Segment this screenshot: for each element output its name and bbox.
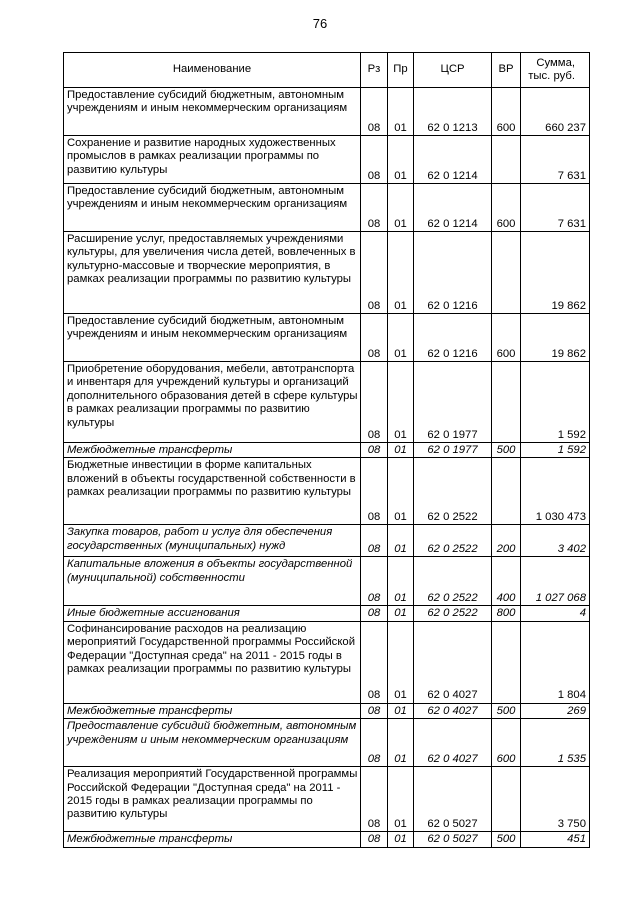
budget-table [63,52,590,848]
row-name: Расширение услуг, предоставляемых учреждениями культуры, для увеличения числа детей, вовлеченных в культурно-массовые и творческие мероприятия, в рамках реализации программы по развитию культуры [64,232,361,314]
row-name: Софинансирование расходов на реализацию мероприятий Государственной программы Российской Федерации "Доступная среда" на 2011 - 2015 годы в рамках реализации программы по развитию культуры [64,621,361,703]
header-name: Наименование [64,53,361,88]
row-csr: 62 0 2522 [414,525,492,557]
row-sum: 1 535 [521,719,590,767]
table-row [64,443,590,458]
row-pr: 01 [388,88,414,136]
table-row [64,767,590,832]
table-row [64,314,590,362]
row-rz: 08 [361,767,388,832]
row-rz: 08 [361,719,388,767]
header-sum [521,53,590,88]
row-pr: 01 [388,767,414,832]
row-sum: 660 237 [521,88,590,136]
row-vr: 400 [492,557,521,606]
row-vr: 600 [492,184,521,232]
table-row [64,362,590,443]
row-vr: 500 [492,703,521,718]
row-sum: 1 030 473 [521,458,590,525]
row-name: Межбюджетные трансферты [64,703,361,718]
header-csr: ЦСР [414,53,492,88]
row-vr: 600 [492,88,521,136]
row-rz: 08 [361,184,388,232]
row-csr: 62 0 2522 [414,606,492,621]
row-name: Межбюджетные трансферты [64,832,361,847]
row-vr: 500 [492,832,521,847]
row-sum: 451 [521,832,590,847]
table-row [64,719,590,767]
row-name: Иные бюджетные ассигнования [64,606,361,621]
row-rz: 08 [361,621,388,703]
row-vr [492,767,521,832]
row-rz: 08 [361,362,388,443]
table-row [64,606,590,621]
row-vr [492,458,521,525]
row-pr: 01 [388,232,414,314]
row-vr: 800 [492,606,521,621]
header-row [64,53,590,88]
row-sum: 1 592 [521,443,590,458]
row-pr: 01 [388,832,414,847]
row-vr [492,362,521,443]
page-number: 76 [312,16,328,31]
row-name: Предоставление субсидий бюджетным, автономным учреждениям и иным некоммерческим организациям [64,719,361,767]
row-sum: 7 631 [521,184,590,232]
row-csr: 62 0 1214 [414,184,492,232]
row-rz: 08 [361,314,388,362]
row-rz: 08 [361,703,388,718]
header-sum-line1: Сумма, [536,56,575,69]
table-row [64,184,590,232]
row-sum: 3 402 [521,525,590,557]
row-sum: 269 [521,703,590,718]
row-name: Предоставление субсидий бюджетным, автономным учреждениям и иным некоммерческим организациям [64,184,361,232]
row-vr [492,232,521,314]
row-rz: 08 [361,832,388,847]
table-row [64,621,590,703]
row-csr: 62 0 1216 [414,232,492,314]
table-row [64,703,590,718]
row-sum: 1 027 068 [521,557,590,606]
table-row [64,88,590,136]
row-csr: 62 0 1214 [414,136,492,184]
row-name: Межбюджетные трансферты [64,443,361,458]
row-name: Закупка товаров, работ и услуг для обеспечения государственных (муниципальных) нужд [64,525,361,557]
row-rz: 08 [361,88,388,136]
row-name: Бюджетные инвестиции в форме капитальных вложений в объекты государственной собственности в рамках реализации программы по развитию культуры [64,458,361,525]
row-sum: 3 750 [521,767,590,832]
row-name: Предоставление субсидий бюджетным, автономным учреждениям и иным некоммерческим организациям [64,314,361,362]
row-sum: 19 862 [521,232,590,314]
row-vr [492,136,521,184]
row-rz: 08 [361,136,388,184]
row-pr: 01 [388,557,414,606]
row-sum: 1 804 [521,621,590,703]
row-pr: 01 [388,703,414,718]
row-name: Капитальные вложения в объекты государственной (муниципальной) собственности [64,557,361,606]
row-pr: 01 [388,621,414,703]
row-csr: 62 0 2522 [414,557,492,606]
row-name: Сохранение и развитие народных художественных промыслов в рамках реализации программы по развитию культуры [64,136,361,184]
row-csr: 62 0 1216 [414,314,492,362]
row-csr: 62 0 2522 [414,458,492,525]
row-rz: 08 [361,525,388,557]
row-sum: 1 592 [521,362,590,443]
table-row [64,232,590,314]
row-rz: 08 [361,443,388,458]
row-pr: 01 [388,184,414,232]
header-pr: Пр [388,53,414,88]
row-rz: 08 [361,606,388,621]
row-csr: 62 0 1977 [414,443,492,458]
row-sum: 4 [521,606,590,621]
header-rz: Рз [361,53,388,88]
row-csr: 62 0 4027 [414,621,492,703]
row-pr: 01 [388,606,414,621]
row-csr: 62 0 1977 [414,362,492,443]
table-row [64,525,590,557]
table-row [64,136,590,184]
row-name: Предоставление субсидий бюджетным, автономным учреждениям и иным некоммерческим организациям [64,88,361,136]
row-csr: 62 0 5027 [414,832,492,847]
row-pr: 01 [388,136,414,184]
row-pr: 01 [388,362,414,443]
row-pr: 01 [388,314,414,362]
table-row [64,832,590,847]
row-rz: 08 [361,557,388,606]
row-vr: 600 [492,719,521,767]
row-pr: 01 [388,525,414,557]
row-pr: 01 [388,443,414,458]
row-name: Приобретение оборудования, мебели, автотранспорта и инвентаря для учреждений культуры и организаций дополнительного образования детей в сфере культуры в рамках реализации программы по развитию культуры [64,362,361,443]
row-csr: 62 0 4027 [414,703,492,718]
row-csr: 62 0 5027 [414,767,492,832]
row-vr: 500 [492,443,521,458]
row-pr: 01 [388,458,414,525]
row-vr: 600 [492,314,521,362]
table-row [64,458,590,525]
header-sum-line2: тыс. руб. [528,70,575,82]
row-rz: 08 [361,458,388,525]
row-csr: 62 0 4027 [414,719,492,767]
row-vr [492,621,521,703]
row-pr: 01 [388,719,414,767]
row-vr: 200 [492,525,521,557]
header-vr: ВР [492,53,521,88]
row-rz: 08 [361,232,388,314]
row-sum: 7 631 [521,136,590,184]
table-row [64,557,590,606]
row-csr: 62 0 1213 [414,88,492,136]
row-sum: 19 862 [521,314,590,362]
row-name: Реализация мероприятий Государственной программы Российской Федерации "Доступная среда" на 2011 - 2015 годы в рамках реализации программы по развитию культуры [64,767,361,832]
